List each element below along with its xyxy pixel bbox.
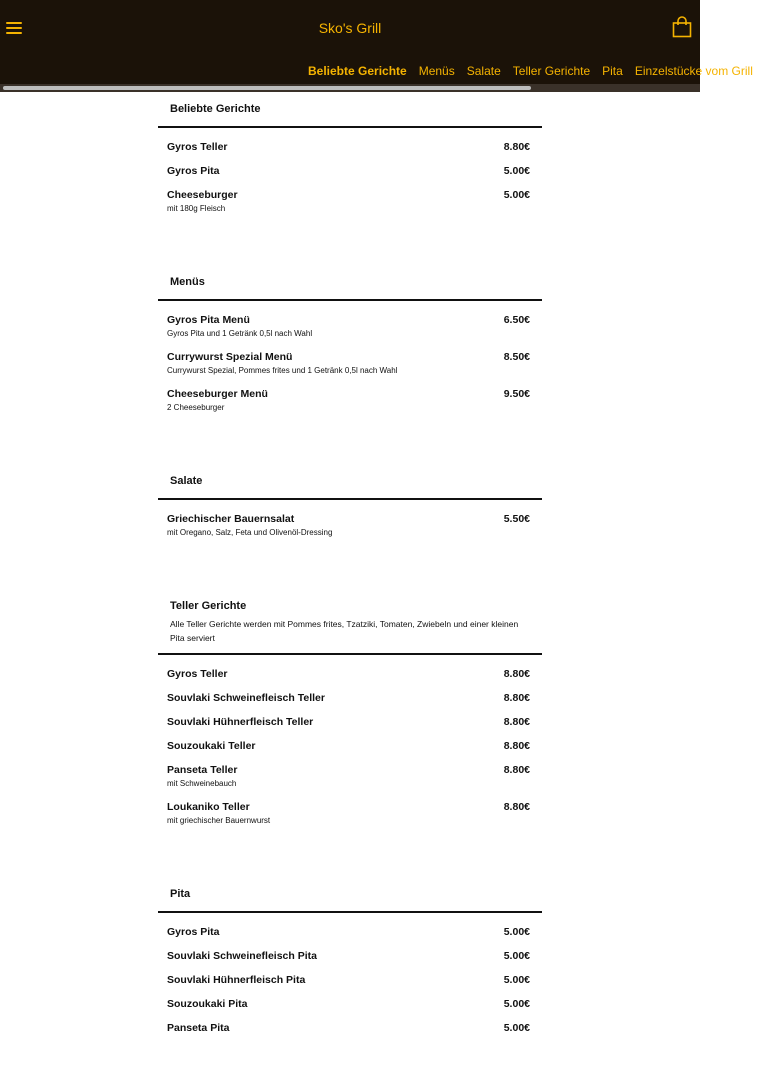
item-description: mit griechischer Bauernwurst	[167, 816, 271, 825]
item-price: 8.80€	[503, 692, 530, 704]
item-price: 8.80€	[503, 801, 530, 813]
scrollbar-thumb[interactable]	[3, 86, 531, 90]
menu-item[interactable]	[158, 800, 542, 827]
menu-item[interactable]	[158, 188, 542, 215]
section-header	[158, 589, 542, 653]
menu-item[interactable]	[158, 715, 542, 729]
menu-item[interactable]	[158, 691, 542, 705]
section-header	[158, 265, 542, 299]
menu-section-teller-gerichte	[158, 589, 542, 877]
item-name: Souzoukaki Teller	[167, 740, 256, 752]
item-name: Gyros Pita Menü	[167, 314, 250, 326]
menu-item[interactable]	[158, 763, 542, 790]
menu-item[interactable]	[158, 512, 542, 539]
tab-einzelstücke-vom-grill[interactable]: Einzelstücke vom Grill	[634, 64, 753, 78]
section-description: Alle Teller Gerichte werden mit Pommes frites, Tzatziki, Tomaten, Zwiebeln und einer kleinen Pita serviert	[170, 619, 519, 643]
item-price: 8.80€	[503, 716, 530, 728]
item-name: Cheeseburger Menü	[167, 388, 268, 400]
item-description: Gyros Pita und 1 Getränk 0,5l nach Wahl	[167, 329, 313, 338]
menu-content	[158, 92, 542, 1085]
item-price: 5.00€	[503, 998, 530, 1010]
menu-item[interactable]	[158, 164, 542, 178]
item-description: mit Schweinebauch	[167, 779, 237, 788]
menu-item[interactable]	[158, 1021, 542, 1035]
item-description: mit Oregano, Salz, Feta und Olivenöl-Dressing	[167, 528, 333, 537]
tabs-scrollbar[interactable]	[0, 84, 700, 92]
tab-teller-gerichte[interactable]: Teller Gerichte	[512, 64, 591, 78]
tab-salate[interactable]: Salate	[466, 64, 501, 78]
menu-section-beliebte-gerichte	[158, 92, 542, 265]
section-divider	[158, 299, 542, 301]
restaurant-title: Sko's Grill	[318, 20, 382, 36]
menu-item[interactable]	[158, 313, 542, 340]
section-header	[158, 464, 542, 498]
item-price: 5.50€	[503, 513, 530, 525]
item-price: 8.80€	[503, 668, 530, 680]
item-name: Gyros Pita	[167, 926, 220, 938]
menu-item[interactable]	[158, 140, 542, 154]
section-header	[158, 92, 542, 126]
section-title: Menüs	[170, 276, 205, 288]
item-price: 6.50€	[503, 314, 530, 326]
section-title: Salate	[170, 475, 203, 487]
item-price: 8.50€	[503, 351, 530, 363]
item-name: Panseta Pita	[167, 1022, 230, 1034]
shopping-bag-icon[interactable]	[672, 16, 692, 38]
item-name: Souvlaki Schweinefleisch Teller	[167, 692, 325, 704]
item-description: 2 Cheeseburger	[167, 403, 225, 412]
item-price: 5.00€	[503, 974, 530, 986]
tab-beliebte-gerichte[interactable]: Beliebte Gerichte	[308, 64, 407, 78]
menu-item[interactable]	[158, 973, 542, 987]
item-name: Souvlaki Hühnerfleisch Pita	[167, 974, 306, 986]
menu-item[interactable]	[158, 925, 542, 939]
section-title: Beliebte Gerichte	[170, 103, 261, 115]
menu-item[interactable]	[158, 667, 542, 681]
item-name: Gyros Teller	[167, 141, 228, 153]
item-name: Gyros Teller	[167, 668, 228, 680]
item-name: Cheeseburger	[167, 189, 238, 201]
item-description: mit 180g Fleisch	[167, 204, 226, 213]
menu-section-pita	[158, 877, 542, 1085]
item-price: 5.00€	[503, 926, 530, 938]
section-divider	[158, 911, 542, 913]
item-price: 9.50€	[503, 388, 530, 400]
section-header	[158, 877, 542, 911]
item-name: Gyros Pita	[167, 165, 220, 177]
app-header	[0, 0, 753, 92]
category-tabs	[0, 58, 753, 82]
item-price: 5.00€	[503, 189, 530, 201]
item-name: Souvlaki Schweinefleisch Pita	[167, 950, 317, 962]
item-description: Currywurst Spezial, Pommes frites und 1 Getränk 0,5l nach Wahl	[167, 366, 398, 375]
tab-menüs[interactable]: Menüs	[418, 64, 455, 78]
menu-section-menüs	[158, 265, 542, 464]
section-title: Teller Gerichte	[170, 600, 247, 612]
section-divider	[158, 653, 542, 655]
menu-item[interactable]	[158, 949, 542, 963]
item-price: 8.80€	[503, 141, 530, 153]
section-divider	[158, 498, 542, 500]
menu-item[interactable]	[158, 739, 542, 753]
item-name: Currywurst Spezial Menü	[167, 351, 293, 363]
item-name: Panseta Teller	[167, 764, 238, 776]
item-name: Loukaniko Teller	[167, 801, 250, 813]
item-price: 8.80€	[503, 764, 530, 776]
item-name: Souvlaki Hühnerfleisch Teller	[167, 716, 314, 728]
item-price: 5.00€	[503, 165, 530, 177]
tab-pita[interactable]: Pita	[602, 64, 623, 78]
item-price: 5.00€	[503, 1022, 530, 1034]
menu-item[interactable]	[158, 350, 542, 377]
item-name: Souzoukaki Pita	[167, 998, 248, 1010]
menu-item[interactable]	[158, 387, 542, 414]
menu-section-salate	[158, 464, 542, 589]
item-name: Griechischer Bauernsalat	[167, 513, 295, 525]
item-price: 8.80€	[503, 740, 530, 752]
menu-item[interactable]	[158, 997, 542, 1011]
item-price: 5.00€	[503, 950, 530, 962]
section-title: Pita	[170, 888, 191, 900]
section-divider	[158, 126, 542, 128]
